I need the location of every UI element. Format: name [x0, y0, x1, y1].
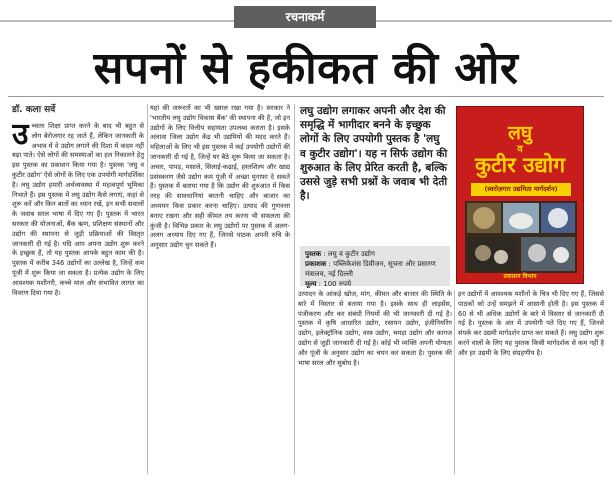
cover-collage-image: [465, 201, 577, 273]
pull-quote: लघु उद्योग लगाकर अपनी और देश की समृद्धि में भागीदार बनने के इच्छुक लोगों के लिए उपयोगी पुस्तक है 'लघु व कुटीर उद्योग'। यह न सिर्फ उद्योग की शुरुआत के लिए प्रेरित करती है, बल्कि उससे जुड़े सभी प्रश्नों के जवाब भी देती है।: [300, 105, 448, 203]
section-tag: रचनाकर्म: [234, 6, 376, 28]
article-column-3: [298, 290, 452, 474]
publisher-row: प्रकाशक : पब्लिकेशंस डिवीजन, सूचना और प्रसारण मंत्रालय, नई दिल्ली: [305, 260, 436, 278]
column-divider: [454, 290, 455, 474]
headline-rule: [8, 96, 604, 97]
column-divider: [294, 104, 295, 474]
column-1-text: च्चतर शिक्षा प्राप्त करने के बाद भी बहुत से लोग बेरोजगार रह जाते हैं, लेकिन जानकारी के अभाव में वे उद्योग लगाने की दिशा में कदम नहीं बढ़ा पाते। ऐसे लोगों की समस्याओं का हल निकालने हेतु इस पुस्तक का प्रकाशन किया गया है। पुस्तक 'लघु व कुटीर उद्योग' ऐसे लोगों के लिए एक उपयोगी मार्गदर्शिका है। लघु उद्योग हमारी अर्थव्यवस्था में महत्वपूर्ण भूमिका निभाते हैं। इस पुस्तक में लघु उद्योग कैसे लगाएं, कहां से शुरू करें और किन बातों का ध्यान रखें, इन सभी सवालों के जवाब सरल भाषा में दिए गए हैं। पुस्तक में भारत सरकार की योजनाओं, बैंक ऋण, प्रशिक्षण संस्थानों और उद्योग की स्थापना से जुड़ी प्रक्रियाओं की विस्तृत जानकारी दी गई है। यदि आप अपना उद्योग शुरू करने के इच्छुक हैं, तो यह पुस्तक आपके बहुत काम की है। पुस्तक में करीब 346 उद्योगों का उल्लेख है, जिन्हें कम पूंजी में शुरू किया जा सकता है। प्रत्येक उद्योग के लिए आवश्यक मशीनरी, कच्चे माल और संभावित लागत का विवरण दिया गया है।: [12, 122, 144, 297]
cover-title-line2: व: [517, 144, 523, 155]
book-cover-image: [456, 106, 584, 284]
column-divider: [147, 104, 148, 474]
cover-title-line1: लघु: [507, 122, 533, 144]
column-4-text: इन उद्योगों में आवश्यक मशीनों के चित्र भी दिए गए हैं, जिससे पाठकों को उन्हें समझने में आसानी होती है। इस पुस्तक में 60 से भी अधिक उद्योगों के बारे में विस्तार से जानकारी दी गई है। पुस्तक के अंत में उपयोगी पते दिए गए हैं, जिनसे संपर्क कर उद्यमी मार्गदर्शन प्राप्त कर सकते हैं। लघु उद्योग शुरू करने वालों के लिए यह पुस्तक किसी मार्गदर्शक से कम नहीं है और हर उद्यमी के लिए संग्रहणीय है।: [458, 290, 604, 357]
book-value: लघु व कुटीर उद्योग: [327, 250, 375, 258]
price-value: 100 रुपये: [323, 280, 352, 288]
book-info-box: [300, 246, 450, 286]
column-3-text: उत्पादन के आंकड़े खोज, मांग, कीमत और बाजार की स्थिति के बारे में विस्तार से बताया गया है। इसके साथ ही लाइसेंस, पंजीकरण और कर संबंधी नियमों की भी जानकारी दी गई है। पुस्तक में कृषि आधारित उद्योग, रसायन उद्योग, इंजीनियरिंग उद्योग, इलेक्ट्रॉनिक उद्योग, वस्त्र उद्योग, चमड़ा उद्योग और कागज उद्योग से जुड़ी जानकारी दी गई है। कोई भी व्यक्ति अपनी योग्यता और पूंजी के अनुसार उद्योग का चयन कर सकता है। पुस्तक की भाषा सरल और सुबोध है।: [298, 290, 452, 367]
price-label: मूल्य: [305, 280, 317, 288]
publisher-label: प्रकाशक: [305, 260, 327, 268]
cover-subtitle: (स्वरोज़गार उद्यमिता मार्गदर्शन): [471, 183, 571, 196]
article-column-1: [12, 122, 144, 474]
column-2-text: यहां की जरूरतों का भी ख्याल रखा गया है। सरकार ने 'भारतीय लघु उद्योग विकास बैंक' की स्थापना की है, जो इन उद्योगों के लिए वित्तीय सहायता उपलब्ध कराता है। इसके अलावा जिला उद्योग केंद्र भी उद्यमियों की मदद करते हैं। महिलाओं के लिए भी इस पुस्तक में कई उपयोगी उद्योगों की जानकारी दी गई है, जिन्हें घर बैठे शुरू किया जा सकता है। अचार, पापड़, मसाले, सिलाई-कढ़ाई, हस्तशिल्प और खाद्य प्रसंस्करण जैसे उद्योग कम पूंजी में अच्छा मुनाफा दे सकते हैं। पुस्तक में बताया गया है कि उद्योग की शुरुआत में किस तरह की सावधानियां बरतनी चाहिए और बाजार का अध्ययन किस प्रकार करना चाहिए। उत्पाद की गुणवत्ता बनाए रखना और सही कीमत तय करना भी सफलता की कुंजी है। विभिन्न प्रकार के लघु उद्योगों पर पुस्तक में अलग-अलग अध्याय दिए गए हैं, जिनसे पाठक अपनी रुचि के अनुसार उद्योग चुन सकते हैं।: [150, 104, 290, 250]
cover-title-line3: कुटीर उद्योग: [474, 153, 566, 177]
byline: डॉ. कला सर्वे: [12, 105, 56, 115]
publisher-value: पब्लिकेशंस डिवीजन, सूचना और प्रसारण मंत्रालय, नई दिल्ली: [305, 260, 436, 278]
book-title-row: पुस्तक : लघु व कुटीर उद्योग: [305, 250, 375, 258]
headline: सपनों से हकीकत की ओर: [93, 43, 519, 94]
book-label: पुस्तक: [305, 250, 322, 258]
dropcap: उ: [12, 122, 29, 152]
price-row: मूल्य : 100 रुपये: [305, 280, 352, 288]
article-column-4: [458, 290, 604, 474]
article-column-2: [150, 104, 290, 474]
cover-publisher: प्रकाशन विभाग: [503, 273, 537, 280]
